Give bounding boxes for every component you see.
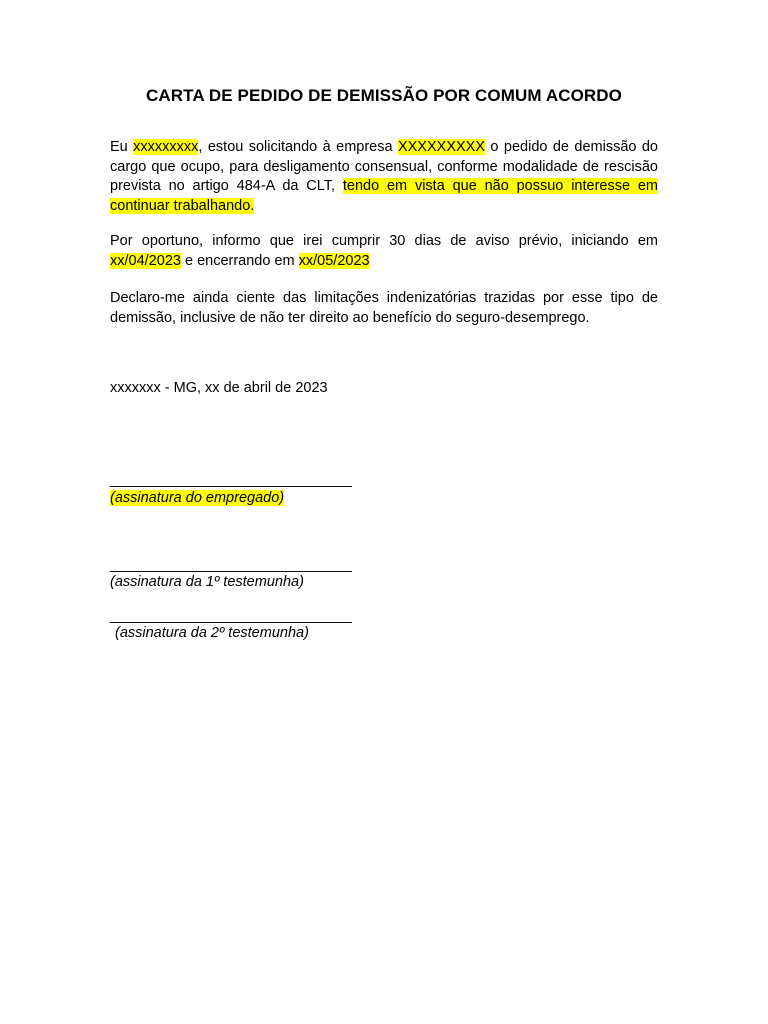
paragraph-notice-period bbox=[110, 232, 658, 271]
paragraph-request-text: Eu bbox=[110, 139, 134, 155]
employee-signature-label-text: (assinatura do empregado) bbox=[110, 490, 285, 506]
place-date: xxxxxxx - MG, xx de abril de 2023 bbox=[110, 380, 328, 396]
paragraph-notice-text: Por oportuno, informo que irei cumprir 30 dias de aviso prévio, iniciando em bbox=[110, 233, 658, 249]
document-title: CARTA DE PEDIDO DE DEMISSÃO POR COMUM ACORDO bbox=[145, 86, 622, 105]
witness2-signature-label: (assinatura da 2º testemunha) bbox=[115, 625, 309, 641]
employee-signature-line: ______________________________ bbox=[110, 472, 352, 488]
paragraph-request-text: , estou solicitando à empresa bbox=[198, 139, 398, 155]
paragraph-notice-text: e encerrando em bbox=[180, 252, 299, 269]
employee-signature-label bbox=[110, 490, 284, 506]
witness1-signature-line: ______________________________ bbox=[110, 557, 352, 573]
paragraph-request bbox=[110, 138, 658, 216]
paragraph-declaration: Declaro-me ainda ciente das limitações indenizatórias trazidas por esse tipo de demissão, inclusive de não ter direito ao benefício do seguro-desemprego. bbox=[110, 290, 658, 326]
company-name-placeholder: XXXXXXXXX bbox=[397, 139, 486, 155]
employee-name-placeholder: xxxxxxxxx bbox=[133, 139, 199, 155]
start-date-placeholder: xx/04/2023 bbox=[110, 252, 181, 269]
end-date-placeholder: xx/05/2023 bbox=[298, 252, 370, 269]
witness1-signature-label: (assinatura da 1º testemunha) bbox=[110, 574, 304, 590]
paragraph-request-text: o pedido de demissão do cargo que ocupo, para desligamento consensual, conforme modalidade de rescisão prevista no artigo 484-A da CLT, bbox=[110, 139, 658, 194]
witness2-signature-line: ______________________________ bbox=[110, 608, 352, 624]
reason-highlight: tendo em vista que não possuo interesse em continuar trabalhando. bbox=[110, 178, 658, 214]
